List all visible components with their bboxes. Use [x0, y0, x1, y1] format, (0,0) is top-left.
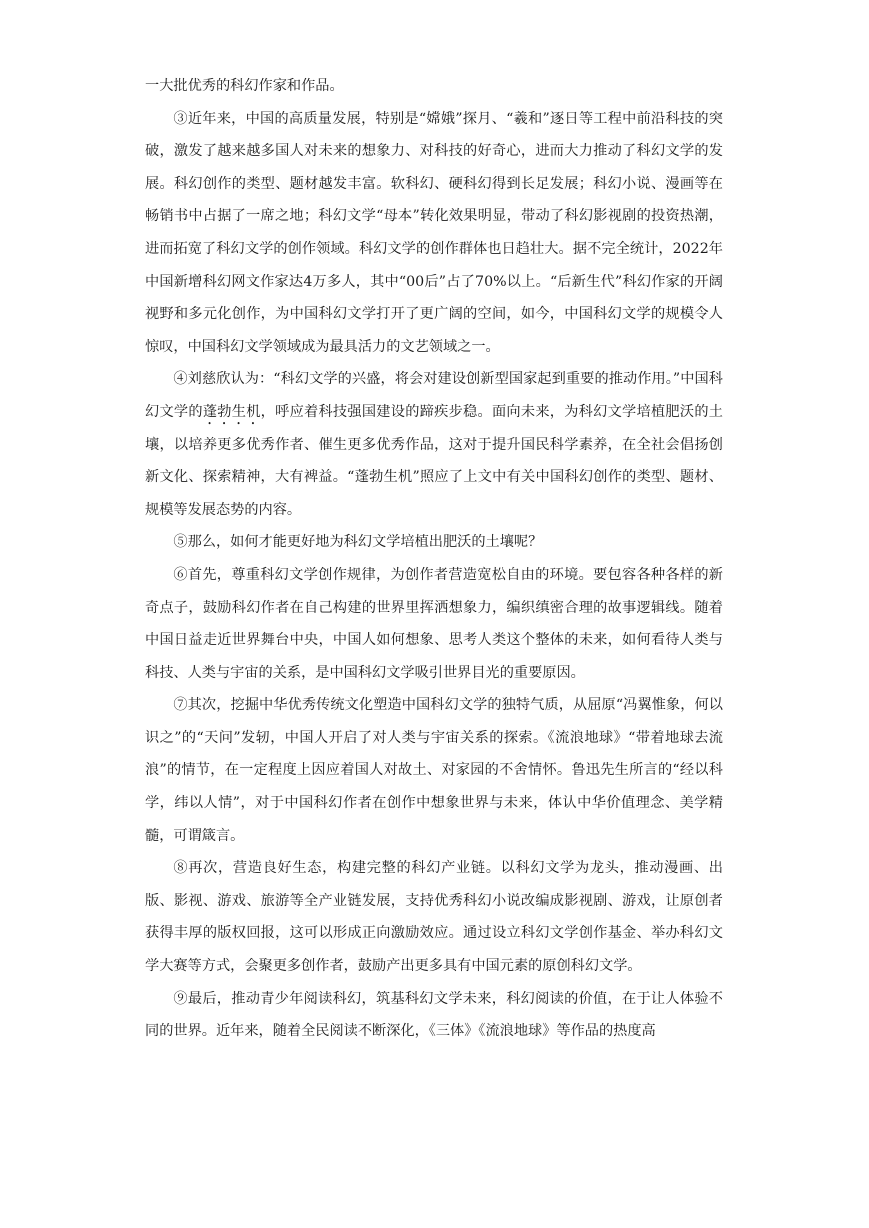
emphasized-phrase: 蓬勃生机 — [202, 403, 261, 420]
paragraph-4-after: ，呼应着科技强国建设的蹄疾步稳。面向未来，为科幻文学培植肥沃的土壤，以培养更多优秀作者、催生更多优秀作品，这对于提升国民科学素养，在全社会倡扬创新文化、探索精神，大有裨益。“蓬勃生机”照应了上文中有关中国科幻创作的类型、题材、规模等发展态势的内容。 — [145, 403, 723, 518]
paragraph-3: ③近年来，中国的高质量发展，特别是“嫦娥”探月、“羲和”逐日等工程中前沿科技的突破，激发了越来越多国人对未来的想象力、对科技的好奇心，进而大力推动了科幻文学的发展。科幻创作的类型、题材越发丰富。软科幻、硬科幻得到长足发展；科幻小说、漫画等在畅销书中占据了一席之地；科幻文学“母本”转化效果明显，带动了科幻影视剧的投资热潮，进而拓宽了科幻文学的创作领域。科幻文学的创作群体也日趋壮大。据不完全统计，2022年中国新增科幻网文作家达4万多人，其中“00后”占了70%以上。“后新生代”科幻作家的开阔视野和多元化创作，为中国科幻文学打开了更广阔的空间，如今，中国科幻文学的规模令人惊叹，中国科幻文学领域成为最具活力的文艺领域之一。 — [145, 110, 723, 355]
paragraph-4 — [145, 363, 723, 526]
paragraph-7: ⑦其次，挖掘中华优秀传统文化塑造中国科幻文学的独特气质，从屈原“冯翼惟象，何以识之”的“天问”发轫，中国人开启了对人类与宇宙关系的探索。《流浪地球》“带着地球去流浪”的情节，在一定程度上因应着国人对故土、对家园的不舍情怀。鲁迅先生所言的“经以科学，纬以人情”，对于中国科幻作者在创作中想象世界与未来，体认中华价值理念、美学精髓，可谓箴言。 — [145, 697, 723, 844]
paragraph-6: ⑥首先，尊重科幻文学创作规律，为创作者营造宽松自由的环境。要包容各种各样的新奇点子，鼓励科幻作者在自己构建的世界里挥洒想象力，编织缜密合理的故事逻辑线。随着中国日益走近世界舞台中央，中国人如何想象、思考人类这个整体的未来，如何看待人类与科技、人类与宇宙的关系，是中国科幻文学吸引世界目光的重要原因。 — [145, 566, 723, 681]
article-body — [145, 70, 723, 1048]
paragraph-8: ⑧再次，营造良好生态，构建完整的科幻产业链。以科幻文学为龙头，推动漫画、出版、影视、游戏、旅游等全产业链发展，支持优秀科幻小说改编成影视剧、游戏，让原创者获得丰厚的版权回报，这可以形成正向激励效应。通过设立科幻文学创作基金、举办科幻文学大赛等方式，会聚更多创作者，鼓励产出更多具有中国元素的原创科幻文学。 — [145, 860, 723, 975]
paragraph-9: ⑨最后，推动青少年阅读科幻，筑基科幻文学未来，科幻阅读的价值，在于让人体验不同的世界。近年来，随着全民阅读不断深化，《三体》《流浪地球》等作品的热度高 — [145, 990, 723, 1040]
paragraph-5: ⑤那么，如何才能更好地为科幻文学培植出肥沃的土壤呢？ — [173, 534, 543, 551]
paragraph-4-before: ④刘慈欣认为：“科幻文学的兴盛，将会对建设创新型国家起到重要的推动作用。”中国科幻文学的 — [145, 371, 723, 420]
paragraph-continuation: 一大批优秀的科幻作家和作品。 — [145, 78, 344, 94]
